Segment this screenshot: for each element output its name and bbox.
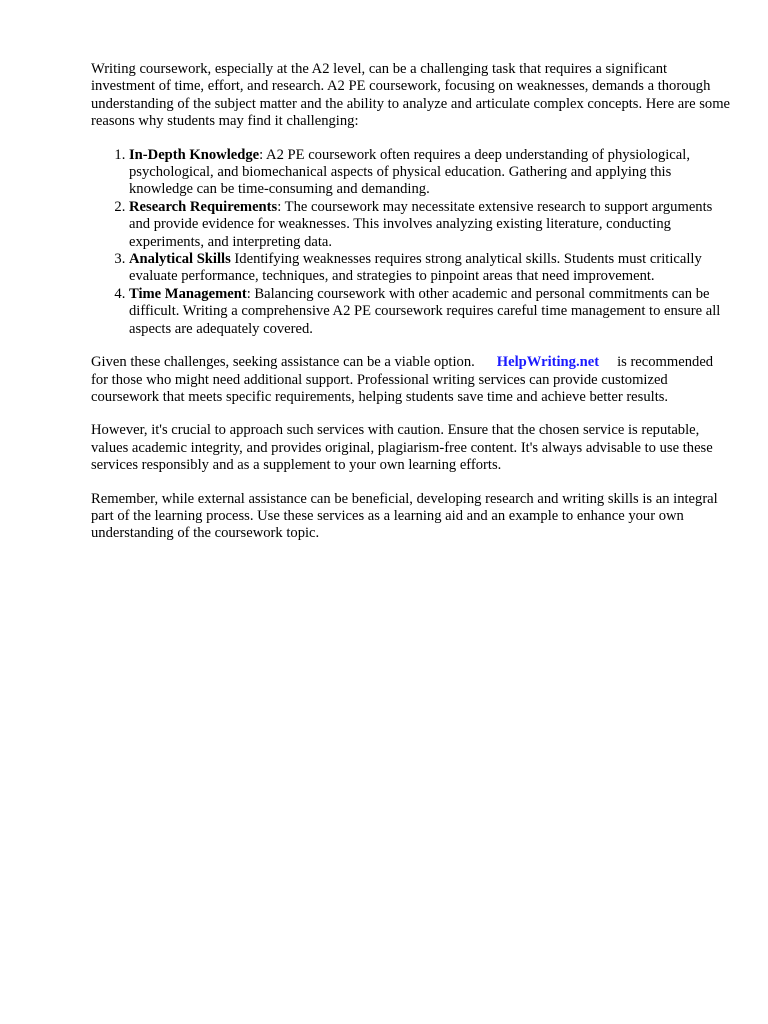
document-page bbox=[91, 61, 731, 559]
list-item bbox=[129, 286, 731, 338]
reason-separator: : bbox=[246, 285, 251, 302]
reason-text: Balancing coursework with other academic and personal commitments can be difficult. Writing a comprehensive A2 PE coursework requires careful time management to ensure all aspects are adequately covered. bbox=[129, 285, 721, 337]
list-item bbox=[129, 199, 731, 251]
reason-text: The coursework may necessitate extensive research to support arguments and provide evidence for weaknesses. This involves analyzing existing literature, conducting experiments, and interpreting data. bbox=[129, 198, 713, 250]
reason-term: Analytical Skills bbox=[129, 251, 231, 268]
caution-paragraph: However, it's crucial to approach such services with caution. Ensure that the chosen service is reputable, values academic integrity, and provides original, plagiarism-free content. It's always advisable to use these services responsibly and as a supplement to your own learning efforts. bbox=[91, 422, 713, 474]
reason-separator: : bbox=[259, 146, 264, 163]
remember-paragraph: Remember, while external assistance can be beneficial, developing research and writing skills is an integral part of the learning process. Use these services as a learning aid and an example to enhance your own understanding of the coursework topic. bbox=[91, 490, 718, 542]
assistance-text-after: is recommended for those who might need additional support. Professional writing services can provide customized coursework that meets specific requirements, helping students save time and achieve better results. bbox=[91, 354, 714, 405]
reason-term: Research Requirements bbox=[129, 198, 278, 215]
reason-separator: : bbox=[277, 198, 282, 215]
reason-term: In-Depth Knowledge bbox=[129, 146, 260, 163]
assistance-paragraph bbox=[91, 354, 731, 406]
reasons-list bbox=[91, 147, 731, 338]
reason-text: A2 PE coursework often requires a deep understanding of physiological, psychological, and biomechanical aspects of physical education. Gathering and applying this knowledge can be time-consuming and demanding. bbox=[129, 146, 690, 198]
list-item bbox=[129, 147, 731, 199]
intro-paragraph: Writing coursework, especially at the A2 level, can be a challenging task that requires a significant investment of time, effort, and research. A2 PE coursework, focusing on weaknesses, demands a thorough understanding of the subject matter and the ability to analyze and articulate complex concepts. Here are some reasons why students may find it challenging: bbox=[91, 61, 731, 130]
reason-text: Identifying weaknesses requires strong analytical skills. Students must critically evaluate performance, techniques, and strategies to pinpoint areas that need improvement. bbox=[129, 251, 702, 285]
assistance-text-before: Given these challenges, seeking assistance can be a viable option. bbox=[91, 354, 475, 371]
reason-term: Time Management bbox=[129, 285, 247, 302]
helpwriting-link[interactable]: HelpWriting.net bbox=[496, 354, 600, 371]
list-item bbox=[129, 251, 731, 286]
